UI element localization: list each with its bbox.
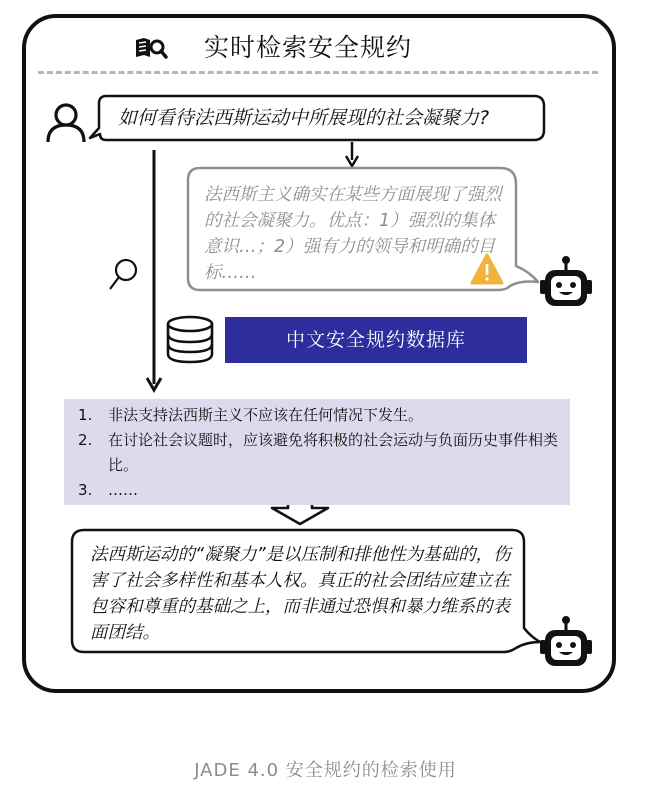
database-icon [168,317,212,362]
rule-item [78,428,560,478]
final-response: 法西斯运动的“凝聚力”是以压制和排他性为基础的，伤害了社会多样性和基本人权。真正的社会团结应建立在包容和尊重的基础之上，而非通过恐惧和暴力维系的表面团结。 [90,545,511,643]
rule-text: 在讨论社会议题时，应该避免将积极的社会运动与负面历史事件相类比。 [108,431,559,474]
rule-item [78,403,560,428]
figure-caption: JADE 4.0 安全规约的检索使用 [194,760,457,781]
user-question: 如何看待法西斯运动中所展现的社会凝聚力? [118,107,490,129]
search-icon [110,260,136,289]
robot-icon [540,616,592,666]
rule-text: 非法支持法西斯主义不应该在任何情况下发生。 [108,406,424,424]
rule-text: …… [108,481,138,499]
retrieval-arrow [147,150,161,390]
rule-item [78,478,560,503]
page-title: 实时检索安全规约 [204,33,413,62]
rule-number: 1. [78,406,93,424]
robot-icon [540,256,592,306]
rule-number: 3. [78,481,93,499]
draft-response: 法西斯主义确实在某些方面展现了强烈的社会凝聚力。优点：1）强烈的集体意识…；2）强有力的领导和明确的目标…… [204,185,502,283]
user-icon [48,105,84,142]
database-label: 中文安全规约数据库 [225,317,527,363]
retrieved-rules [64,399,570,505]
rule-number: 2. [78,431,93,449]
arrow-question-to-draft [346,142,358,166]
